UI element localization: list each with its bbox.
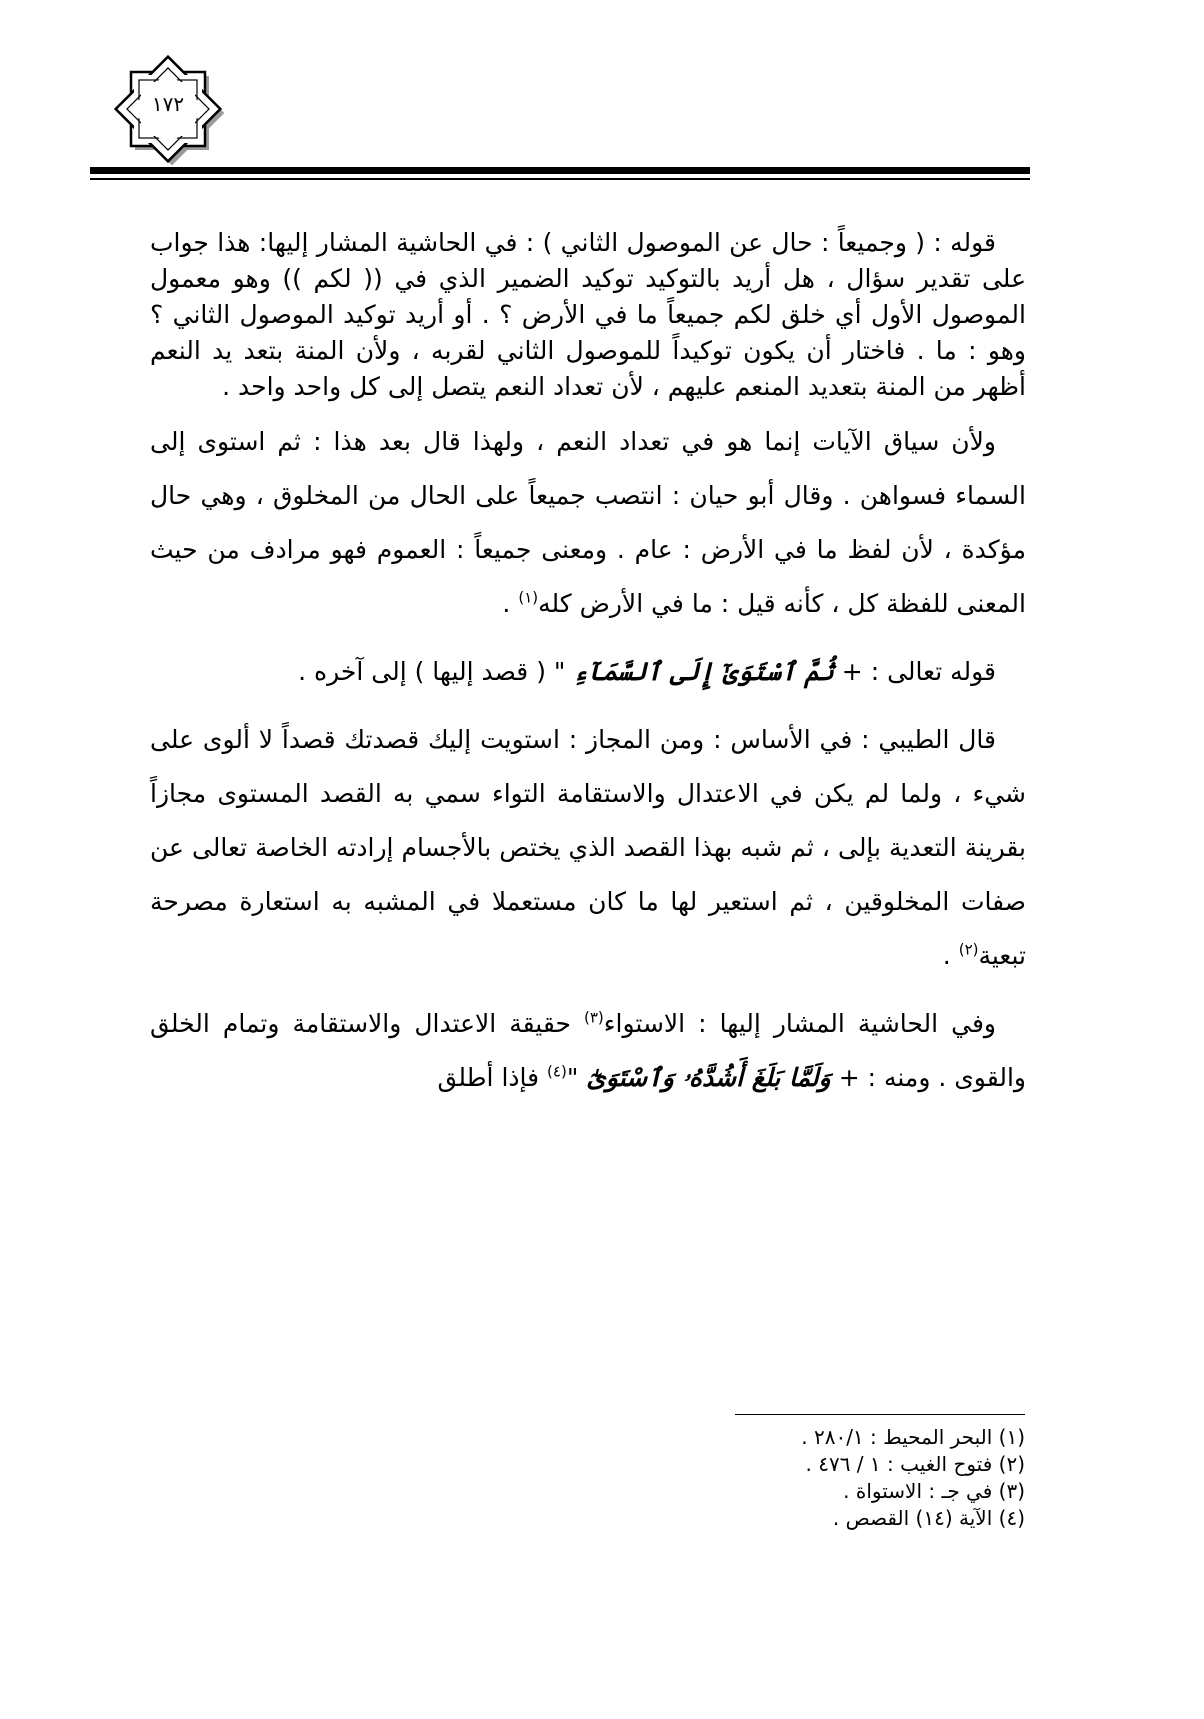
footnote-ref-3[interactable]: (٣) [584,1008,604,1027]
paragraph-1: قوله : ( وجميعاً : حال عن الموصول الثاني ) : في الحاشية المشار إليها: هذا جواب على تقدير سؤال ، هل أريد بالتوكيد توكيد الضمير الذي في (( لكم )) وهو معمول الموصول الأول أي خلق لكم جميعاً ما في الأرض ؟ . أو أريد توكيد الموصول الثاني ؟ وهو : ما . فاختار أن يكون توكيداً للموصول الثاني لقربه ، ولأن المنة بتعد يد النعم أظهر من المنة بتعديد المنعم عليهم ، لأن تعداد النعم يتصل إلى كل واحد واحد . [150,228,1026,401]
footnote-2: (٢) فتوح الغيب : ١ / ٤٧٦ . [805,1452,1025,1476]
header-rule-thin [90,178,1030,180]
footnote-separator [735,1414,1025,1415]
footnote-ref-2[interactable]: (٢) [958,940,979,959]
paragraph-2 [150,415,1026,631]
page-number: ١٧٢ [151,92,185,116]
paragraph-3-lead: قوله تعالى : + [833,657,996,686]
paragraph-4-end: . [942,941,959,970]
paragraph-5 [150,997,1026,1105]
footnote-ref-1[interactable]: (١) [518,588,539,607]
page-number-badge [103,44,233,174]
header-rule [90,167,1030,174]
paragraph-5-part-a: وفي الحاشية المشار إليها : الاستواء [603,1009,997,1038]
quran-verse-1: ثُمَّ ٱسْتَوَىٰٓ إِلَى ٱلسَّمَآءِ [573,657,834,686]
paragraph-4-text: قال الطيبي : في الأساس : ومن المجاز : استويت إليك قصدتك قصداً لا ألوى على شيء ، ولما لم يكن في الاعتدال والاستقامة التواء سمي به القصد المستوى مجازاً بقرينة التعدية بإلى ، ثم شبه بهذا القصد الذي يختص بالأجسام إرادته الخاصة تعالى عن صفات المخلوقين ، ثم استعير لها ما كان مستعملا في المشبه به استعارة مصرحة تبعية [150,725,1026,970]
paragraph-5-part-d: فإذا أطلق [437,1063,548,1092]
footnotes [600,1424,1025,1532]
paragraph-2-end: . [502,589,519,618]
main-text [150,225,1026,1119]
footnote-4: (٤) الآية (١٤) القصص . [832,1506,1025,1530]
paragraph-5-part-b: حقيقة الاعتدال والاستقامة وتمام الخلق والقوى . ومنه : + [150,1009,1026,1092]
paragraph-2-text: ولأن سياق الآيات إنما هو في تعداد النعم ، ولهذا قال بعد هذا : ثم استوى إلى السماء فسواهن . وقال أبو حيان : انتصب جميعاً على الحال من المخلوق ، وهي حال مؤكدة ، لأن لفظ ما في الأرض : عام . ومعنى جميعاً : العموم فهو مرادف من حيث المعنى للفظة كل ، كأنه قيل : ما في الأرض كله [150,427,1026,618]
footnote-1: (١) البحر المحيط : ٢٨٠/١ . [801,1425,1025,1449]
paragraph-3-tail: " ( قصد إليها ) إلى آخره . [298,657,574,686]
paragraph-5-part-c: " [566,1063,587,1092]
footnote-3: (٣) في جـ : الاستواة . [843,1479,1025,1503]
quran-verse-2: وَلَمَّا بَلَغَ أَشُدَّهُۥ وَٱسْتَوَىٰٓ [586,1063,831,1092]
paragraph-4 [150,713,1026,983]
paragraph-3 [150,645,1026,699]
footnote-ref-4[interactable]: (٤) [547,1062,567,1081]
